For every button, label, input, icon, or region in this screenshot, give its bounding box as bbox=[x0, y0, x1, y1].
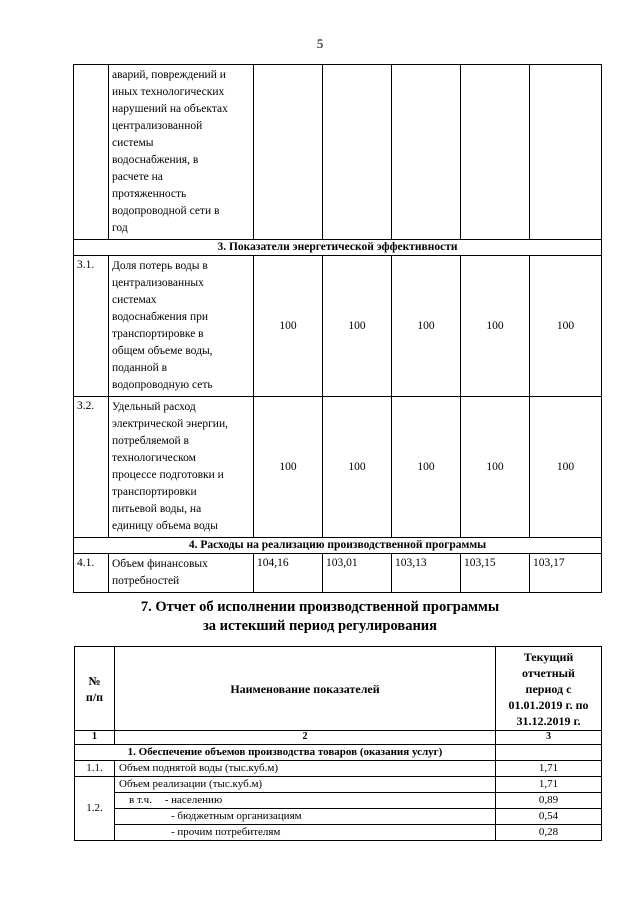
value-cell: 103,13 bbox=[392, 554, 461, 593]
value-cell: 100 bbox=[530, 397, 602, 538]
name-line: год bbox=[112, 222, 128, 234]
value-cell: 103,01 bbox=[323, 554, 392, 593]
section-title: 4. Расходы на реализацию производственной программы bbox=[74, 538, 602, 554]
header-number bbox=[75, 647, 115, 731]
value-cell: 100 bbox=[392, 397, 461, 538]
name-line: электрической энергии, bbox=[112, 418, 228, 430]
indicator-name bbox=[109, 65, 254, 240]
table-row bbox=[74, 397, 602, 538]
name-line: транспортировке в bbox=[112, 328, 204, 340]
index-cell: 2 bbox=[115, 731, 496, 745]
value-cell: 100 bbox=[392, 256, 461, 397]
section-row bbox=[74, 538, 602, 554]
indicator-name bbox=[115, 825, 496, 841]
value-cell: 100 bbox=[530, 256, 602, 397]
value-cell: 1,71 bbox=[496, 777, 602, 793]
value-cell: 0,54 bbox=[496, 809, 602, 825]
row-number: 1.2. bbox=[75, 777, 115, 841]
name-line: централизованных bbox=[112, 277, 204, 289]
value-cell: 100 bbox=[254, 397, 323, 538]
name-line: водопроводную сеть bbox=[112, 379, 213, 391]
name-line: Объем финансовых bbox=[112, 558, 208, 570]
value-cell: 100 bbox=[254, 256, 323, 397]
header-name: Наименование показателей bbox=[115, 647, 496, 731]
header-line: отчетный bbox=[522, 665, 575, 680]
indicator-name bbox=[109, 397, 254, 538]
value-cell bbox=[392, 65, 461, 240]
indicator-name: Объем поднятой воды (тыс.куб.м) bbox=[115, 761, 496, 777]
name-line: питьевой воды, на bbox=[112, 503, 202, 515]
row-number bbox=[74, 65, 109, 240]
header-period bbox=[496, 647, 602, 731]
name-line: аварий, повреждений и bbox=[112, 69, 226, 81]
name-text: - населению bbox=[164, 794, 223, 806]
table-row bbox=[75, 777, 602, 793]
value-cell: 100 bbox=[323, 256, 392, 397]
value-cell: 100 bbox=[323, 397, 392, 538]
name-line: централизованной bbox=[112, 120, 203, 132]
indicator-name bbox=[115, 809, 496, 825]
value-cell: 0,28 bbox=[496, 825, 602, 841]
name-line: системы bbox=[112, 137, 154, 149]
row-number: 3.1. bbox=[74, 256, 109, 397]
heading-line: за истекший период регулирования bbox=[202, 618, 438, 634]
value-cell: 103,15 bbox=[461, 554, 530, 593]
value-cell: 1,71 bbox=[496, 761, 602, 777]
page-number: 5 bbox=[316, 36, 324, 51]
name-line: водоснабжения, в bbox=[112, 154, 199, 166]
name-line: поданной в bbox=[112, 362, 168, 374]
indicators-table bbox=[73, 64, 602, 593]
row-number: 4.1. bbox=[74, 554, 109, 593]
table-row bbox=[75, 809, 602, 825]
name-line: расчете на bbox=[112, 171, 163, 183]
header-line: 31.12.2019 г. bbox=[516, 713, 581, 728]
section-row bbox=[74, 240, 602, 256]
table-row bbox=[74, 554, 602, 593]
section-title: 1. Обеспечение объемов производства товаров (оказания услуг) bbox=[75, 745, 496, 761]
name-line: процессе подготовки и bbox=[112, 469, 224, 481]
value-cell: 100 bbox=[461, 397, 530, 538]
heading-line: 7. Отчет об исполнении производственной программы bbox=[140, 599, 500, 615]
section-row bbox=[75, 745, 602, 761]
name-line: потребностей bbox=[112, 575, 180, 587]
table-row bbox=[75, 793, 602, 809]
row-number: 3.2. bbox=[74, 397, 109, 538]
name-line: системах bbox=[112, 294, 157, 306]
section-title: 3. Показатели энергетической эффективности bbox=[74, 240, 602, 256]
name-line: единицу объема воды bbox=[112, 520, 218, 532]
header-row bbox=[75, 647, 602, 731]
table-row bbox=[75, 761, 602, 777]
value-cell bbox=[254, 65, 323, 240]
value-cell bbox=[461, 65, 530, 240]
indicator-name bbox=[115, 793, 496, 809]
row-number: 1.1. bbox=[75, 761, 115, 777]
name-line: протяженность bbox=[112, 188, 187, 200]
name-prefix: в т.ч. bbox=[129, 794, 152, 806]
report-table bbox=[74, 646, 602, 841]
name-line: водопроводной сети в bbox=[112, 205, 220, 217]
index-cell: 3 bbox=[496, 731, 602, 745]
value-cell: 0,89 bbox=[496, 793, 602, 809]
name-line: нарушений на объектах bbox=[112, 103, 228, 115]
value-cell: 103,17 bbox=[530, 554, 602, 593]
name-line: потребляемой в bbox=[112, 435, 189, 447]
name-line: водоснабжения при bbox=[112, 311, 209, 323]
index-cell: 1 bbox=[75, 731, 115, 745]
name-line: транспортировки bbox=[112, 486, 197, 498]
indicator-name bbox=[109, 256, 254, 397]
name-line: Удельный расход bbox=[112, 401, 196, 413]
empty-cell bbox=[496, 745, 602, 761]
header-line: Текущий bbox=[523, 649, 574, 664]
header-line: № bbox=[88, 673, 101, 688]
name-line: иных технологических bbox=[112, 86, 225, 98]
value-cell bbox=[530, 65, 602, 240]
name-line: технологическом bbox=[112, 452, 196, 464]
value-cell: 100 bbox=[461, 256, 530, 397]
value-cell: 104,16 bbox=[254, 554, 323, 593]
name-text: - бюджетным организациям bbox=[171, 810, 302, 822]
header-line: п/п bbox=[85, 689, 104, 704]
indicator-name bbox=[109, 554, 254, 593]
index-row bbox=[75, 731, 602, 745]
indicator-name: Объем реализации (тыс.куб.м) bbox=[115, 777, 496, 793]
value-cell bbox=[323, 65, 392, 240]
header-line: период с bbox=[525, 681, 572, 696]
table-row bbox=[74, 65, 602, 240]
name-line: Доля потерь воды в bbox=[112, 260, 208, 272]
header-line: 01.01.2019 г. по bbox=[508, 697, 589, 712]
name-text: - прочим потребителям bbox=[171, 826, 281, 838]
table-row bbox=[74, 256, 602, 397]
section-heading bbox=[0, 598, 640, 636]
table-row bbox=[75, 825, 602, 841]
name-line: общем объеме воды, bbox=[112, 345, 213, 357]
